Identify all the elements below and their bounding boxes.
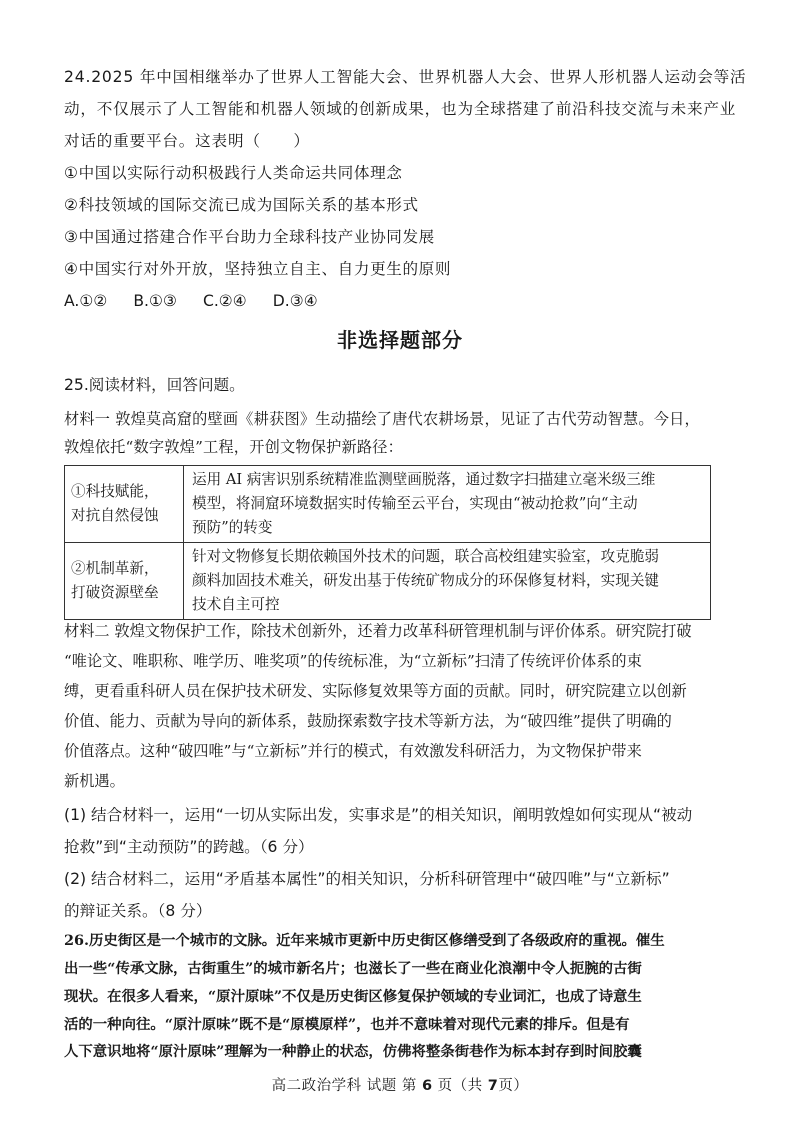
q25-material2-line-1: 材料二 敦煌文物保护工作，除技术创新外，还着力改革科研管理机制与评价体系。研究院打破 <box>64 622 692 640</box>
row2-body-line-1: 针对文物修复长期依赖国外技术的问题，联合高校组建实验室，攻克脆弱 <box>192 548 660 565</box>
table-row-body <box>184 543 711 620</box>
footer-middle: 页（共 <box>432 1078 488 1094</box>
page-footer <box>0 1074 800 1095</box>
q24-stem-line-3: 对话的重要平台。这表明（ ） <box>64 132 310 150</box>
q25-material2-line-5: 价值落点。这种“破四唯”与“立新标”并行的模式，有效激发科研活力，为文物保护带来 <box>64 742 642 760</box>
q25-sub1-line-1: (1) 结合材料一，运用“一切从实际出发，实事求是”的相关知识，阐明敦煌如何实现从“被动 <box>64 806 693 824</box>
footer-page-number: 6 <box>421 1078 433 1094</box>
material1-table <box>64 465 711 620</box>
q24-option-2: ②科技领域的国际交流已成为国际关系的基本形式 <box>64 196 419 214</box>
q26-line-2: 出一些“传承文脉，古街重生”的城市新名片；也滋长了一些在商业化浪潮中令人扼腕的古街 <box>64 960 642 977</box>
answer-choice-d: D.③④ <box>272 292 318 310</box>
q25-intro: 25.阅读材料，回答问题。 <box>64 376 245 394</box>
q24-option-3: ③中国通过搭建合作平台助力全球科技产业协同发展 <box>64 228 435 246</box>
q25-material1-line-1: 材料一 敦煌莫高窟的壁画《耕获图》生动描绘了唐代农耕场景，见证了古代劳动智慧。今日， <box>64 410 700 428</box>
row2-body-line-2: 颜料加固技术难关，研发出基于传统矿物成分的环保修复材料，实现关键 <box>192 572 660 589</box>
q25-material2-line-4: 价值、能力、贡献为导向的新体系，鼓励探索数字技术等新方法，为“破四维”提供了明确的 <box>64 712 672 730</box>
row1-head-line-2: 对抗自然侵蚀 <box>71 507 159 524</box>
table-row-head <box>65 466 184 543</box>
q24-stem-line-1: 24.2025 年中国相继举办了世界人工智能大会、世界机器人大会、世界人形机器人运动会等活 <box>64 68 747 86</box>
q25-material2-line-6: 新机遇。 <box>64 772 125 790</box>
row1-body-line-2: 模型，将洞窟环境数据实时传输至云平台，实现由“被动抢救”向“主动 <box>192 495 638 512</box>
q24-answer-choices <box>64 290 344 312</box>
q26-line-3: 现状。在很多人看来，“原汁原味”不仅是历史街区修复保护领域的专业词汇，也成了诗意生 <box>64 988 642 1005</box>
row2-body-line-3: 技术自主可控 <box>192 596 280 613</box>
q24-stem-line-2: 动，不仅展示了人工智能和机器人领域的创新成果，也为全球搭建了前沿科技交流与未来产业 <box>64 100 737 118</box>
answer-choice-b: B.①③ <box>133 292 177 310</box>
row2-head-line-1: ②机制革新， <box>71 560 159 577</box>
q25-sub1-line-2: 抢救”到“主动预防”的跨越。（6 分） <box>64 838 314 856</box>
q25-sub2-line-1: (2) 结合材料二，运用“矛盾基本属性”的相关知识，分析科研管理中“破四唯”与“立新标” <box>64 870 670 888</box>
q26-line-1: 26.历史街区是一个城市的文脉。近年来城市更新中历史街区修缮受到了各级政府的重视。催生 <box>64 932 665 949</box>
q24-option-1: ①中国以实际行动积极践行人类命运共同体理念 <box>64 164 403 182</box>
q24-option-4: ④中国实行对外开放，坚持独立自主、自力更生的原则 <box>64 260 452 278</box>
row1-head-line-1: ①科技赋能， <box>71 483 159 500</box>
answer-choice-a: A.①② <box>64 292 108 310</box>
footer-total-pages: 7 <box>487 1078 499 1094</box>
q26-line-5: 人下意识地将“原汁原味”理解为一种静止的状态，仿佛将整条街巷作为标本封存到时间胶囊 <box>64 1043 642 1060</box>
q25-material2-line-3: 缚，更看重科研人员在保护技术研发、实际修复效果等方面的贡献。同时，研究院建立以创新 <box>64 682 687 700</box>
table-row-head <box>65 543 184 620</box>
row1-body-line-3: 预防”的转变 <box>192 519 273 536</box>
table-row <box>65 466 711 543</box>
answer-choice-c: C.②④ <box>202 292 247 310</box>
q25-material1-line-2: 敦煌依托“数字敦煌”工程，开创文物保护新路径： <box>64 438 404 456</box>
q26-line-4: 活的一种向往。“原汁原味”既不是“原模原样”，也并不意味着对现代元素的排斥。但是有 <box>64 1016 630 1033</box>
q25-sub2-line-2: 的辩证关系。（8 分） <box>64 902 212 920</box>
row1-body-line-1: 运用 AI 病害识别系统精准监测壁画脱落，通过数字扫描建立毫米级三维 <box>192 471 656 488</box>
footer-suffix: 页） <box>498 1078 529 1094</box>
table-row-body <box>184 466 711 543</box>
section-title: 非选择题部分 <box>337 328 463 352</box>
row2-head-line-2: 打破资源壁垒 <box>71 584 159 601</box>
table-row <box>65 543 711 620</box>
footer-prefix: 高二政治学科 试题 第 <box>271 1078 422 1094</box>
q25-material2-line-2: “唯论文、唯职称、唯学历、唯奖项”的传统标准，为“立新标”扫清了传统评价体系的束 <box>64 652 642 670</box>
